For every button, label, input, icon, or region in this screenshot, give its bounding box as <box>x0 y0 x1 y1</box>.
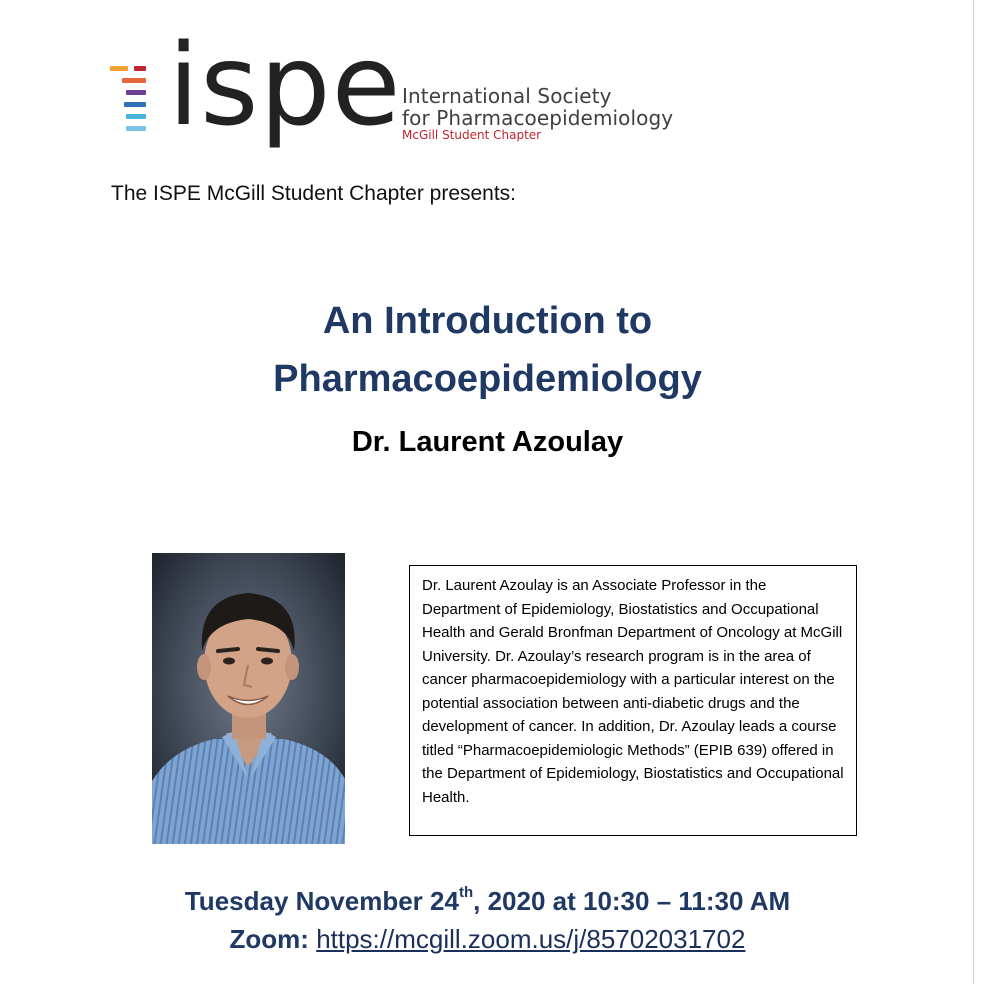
zoom-line <box>0 924 975 955</box>
event-date-suffix: th <box>458 884 474 901</box>
org-name-line2: for Pharmacoepidemiology <box>402 106 674 130</box>
speaker-name: Dr. Laurent Azoulay <box>351 426 624 458</box>
zoom-link[interactable]: https://mcgill.zoom.us/j/85702031702 <box>316 924 746 954</box>
logo-bar <box>122 78 146 83</box>
org-chapter-name: McGill Student Chapter <box>402 128 542 142</box>
event-date-prefix: Tuesday November 24 <box>184 886 459 916</box>
zoom-label: Zoom: <box>229 924 309 954</box>
speaker-photo <box>152 553 345 844</box>
org-name-line1: International Society <box>402 84 612 108</box>
logo-bar <box>124 102 146 107</box>
event-date-time <box>0 886 975 917</box>
logo-bar <box>126 126 146 131</box>
speaker-bio-box <box>409 565 857 836</box>
ispe-logo-bars <box>110 66 150 136</box>
talk-title-line2: Pharmacoepidemiology <box>273 358 702 400</box>
logo-bar <box>110 66 128 71</box>
logo-bar <box>126 114 146 119</box>
presents-line: The ISPE McGill Student Chapter presents: <box>111 182 517 205</box>
event-date-rest: , 2020 at 10:30 – 11:30 AM <box>473 886 791 916</box>
logo-bar <box>126 90 146 95</box>
logo-bar <box>134 66 146 71</box>
page-edge-rule <box>973 0 974 984</box>
ispe-wordmark: ispe <box>168 21 402 151</box>
talk-title-line1: An Introduction to <box>322 300 653 342</box>
speaker-bio-text: Dr. Laurent Azoulay is an Associate Professor in the Department of Epidemiology, Biostatistics and Occupational Health and Gerald Bronfman Department of Oncology at McGill University. Dr. Azoulay’s research program is in the area of cancer pharmacoepidemiology with a particular interest on the potential association between anti-diabetic drugs and the development of cancer. In addition, Dr. Azoulay leads a course titled “Pharmacoepidemiologic Methods” (EPIB 639) offered in the Department of Epidemiology, Biostatistics and Occupational Health. <box>422 577 844 806</box>
